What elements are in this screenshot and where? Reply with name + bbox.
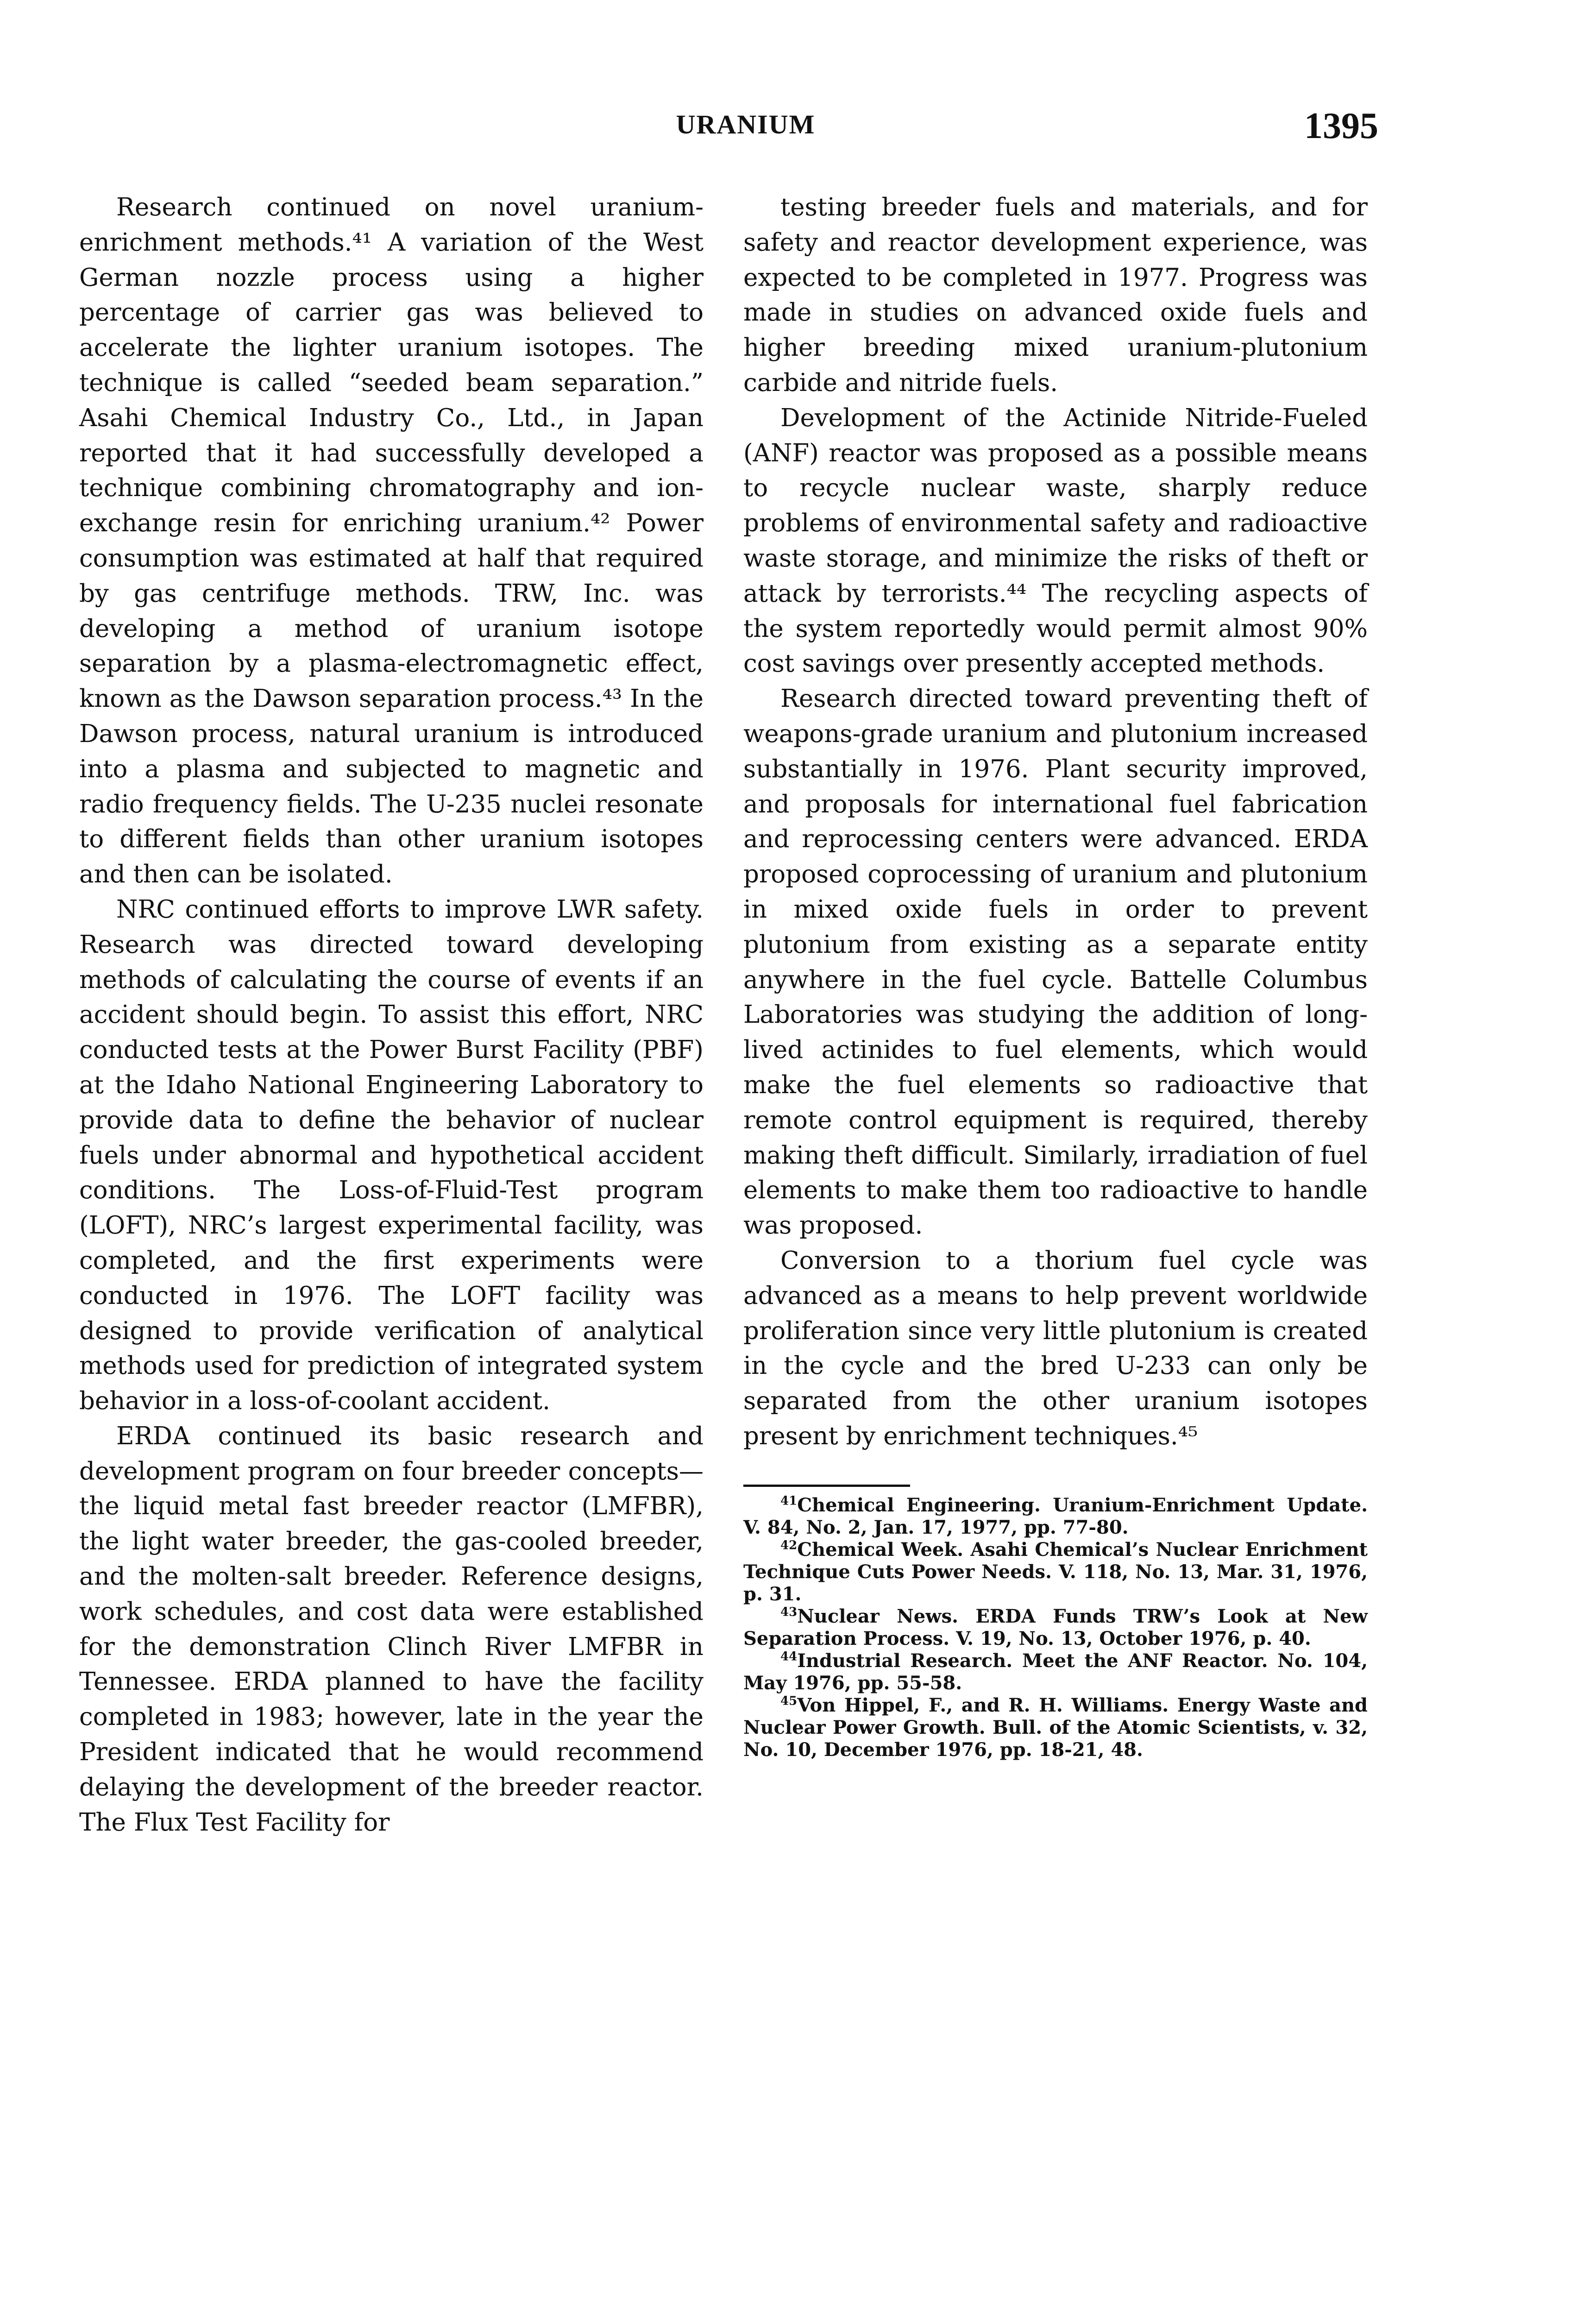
paragraph: Research directed toward preventing theft of weapons-grade uranium and plutonium increased substantially in 1976. Plant security improved, and proposals for international fuel fabrication and reprocessing centers were advanced. ERDA proposed coprocessing of uranium and plutonium in mixed oxide fuels in order to prevent plutonium from existing as a separate entity anywhere in the fuel cycle. Battelle Columbus Laboratories was studying the addition of long-lived actinides to fuel elements, which would make the fuel elements so radioactive that remote control equipment is required, thereby making theft difficult. Similarly, irradiation of fuel elements to make them too radioactive to handle was proposed. — [743, 685, 1368, 1240]
footnote-text: Chemical Week. Asahi Chemical’s Nuclear Enrichment Technique Cuts Power Needs. V. 118, No. 13, Mar. 31, 1976, p. 31. — [743, 1538, 1368, 1605]
footnote-text: Chemical Engineering. Uranium-Enrichment Update. V. 84, No. 2, Jan. 17, 1977, pp. 77-80. — [743, 1494, 1368, 1538]
page-header — [0, 106, 1596, 160]
paragraph: Research continued on novel uranium-enrichment methods.⁴¹ A variation of the West German nozzle process using a higher percentage of carrier gas was believed to accelerate the lighter uranium isotopes. The technique is called “seeded beam separation.” Asahi Chemical Industry Co., Ltd., in Japan reported that it had successfully developed a technique combining chromatography and ion-exchange resin for enriching uranium.⁴² Power consumption was estimated at half that required by gas centrifuge methods. TRW, Inc. was developing a method of uranium isotope separation by a plasma-electromagnetic effect, known as the Dawson separation process.⁴³ In the Dawson process, natural uranium is introduced into a plasma and subjected to magnetic and radio frequency fields. The U-235 nuclei resonate to different fields than other uranium isotopes and then can be isolated. — [79, 193, 704, 889]
paragraph: NRC continued efforts to improve LWR safety. Research was directed toward developing methods of calculating the course of events if an accident should begin. To assist this effort, NRC conducted tests at the Power Burst Facility (PBF) at the Idaho National Engineering Laboratory to provide data to define the behavior of nuclear fuels under abnormal and hypothetical accident conditions. The Loss-of-Fluid-Test program (LOFT), NRC’s largest experimental facility, was completed, and the first experiments were conducted in 1976. The LOFT facility was designed to provide verification of analytical methods used for prediction of integrated system behavior in a loss-of-coolant accident. — [79, 895, 704, 1416]
page-number: 1395 — [1304, 106, 1378, 146]
footnote-item — [743, 1694, 1368, 1761]
footnote-text: Von Hippel, F., and R. H. Williams. Energy Waste and Nuclear Power Growth. Bull. of the Atomic Scientists, v. 32, No. 10, December 1976, pp. 18-21, 48. — [743, 1694, 1368, 1761]
footnote-mark: 43 — [780, 1605, 798, 1619]
paragraph: ERDA continued its basic research and development program on four breeder concepts—the liquid metal fast breeder reactor (LMFBR), the light water breeder, the gas-cooled breeder, and the molten-salt breeder. Reference designs, work schedules, and cost data were established for the demonstration Clinch River LMFBR in Tennessee. ERDA planned to have the facility completed in 1983; however, late in the year the President indicated that he would recommend delaying the development of the breeder reactor. The Flux Test Facility for — [79, 1422, 704, 1837]
footnote-mark: 44 — [780, 1649, 798, 1664]
paragraph: Development of the Actinide Nitride-Fueled (ANF) reactor was proposed as a possible means to recycle nuclear waste, sharply reduce problems of environmental safety and radioactive waste storage, and minimize the risks of theft or attack by terrorists.⁴⁴ The recycling aspects of the system reportedly would permit almost 90% cost savings over presently accepted methods. — [743, 403, 1368, 678]
left-column — [79, 190, 704, 1840]
running-head: URANIUM — [676, 109, 816, 139]
footnote-mark: 41 — [780, 1494, 798, 1508]
footnote-item — [743, 1605, 1368, 1650]
right-column — [743, 190, 1368, 1761]
paragraph: testing breeder fuels and materials, and for safety and reactor development experience, was expected to be completed in 1977. Progress was made in studies on advanced oxide fuels and higher breeding mixed uranium-plutonium carbide and nitride fuels. — [743, 193, 1368, 397]
footnote-text: Nuclear News. ERDA Funds TRW’s Look at New Separation Process. V. 19, No. 13, October 1976, p. 40. — [743, 1605, 1368, 1649]
paragraph: Conversion to a thorium fuel cycle was advanced as a means to help prevent worldwide proliferation since very little plutonium is created in the cycle and the bred U-233 can only be separated from the other uranium isotopes present by enrichment techniques.⁴⁵ — [743, 1246, 1368, 1450]
footnotes — [743, 1494, 1368, 1761]
footnote-mark: 42 — [780, 1538, 798, 1553]
footnote-text: Industrial Research. Meet the ANF Reactor. No. 104, May 1976, pp. 55-58. — [743, 1649, 1368, 1694]
footnote-item — [743, 1650, 1368, 1694]
footnote-mark: 45 — [780, 1694, 798, 1708]
footnote-item — [743, 1539, 1368, 1605]
footnote-divider — [743, 1485, 910, 1487]
footnote-item — [743, 1494, 1368, 1539]
